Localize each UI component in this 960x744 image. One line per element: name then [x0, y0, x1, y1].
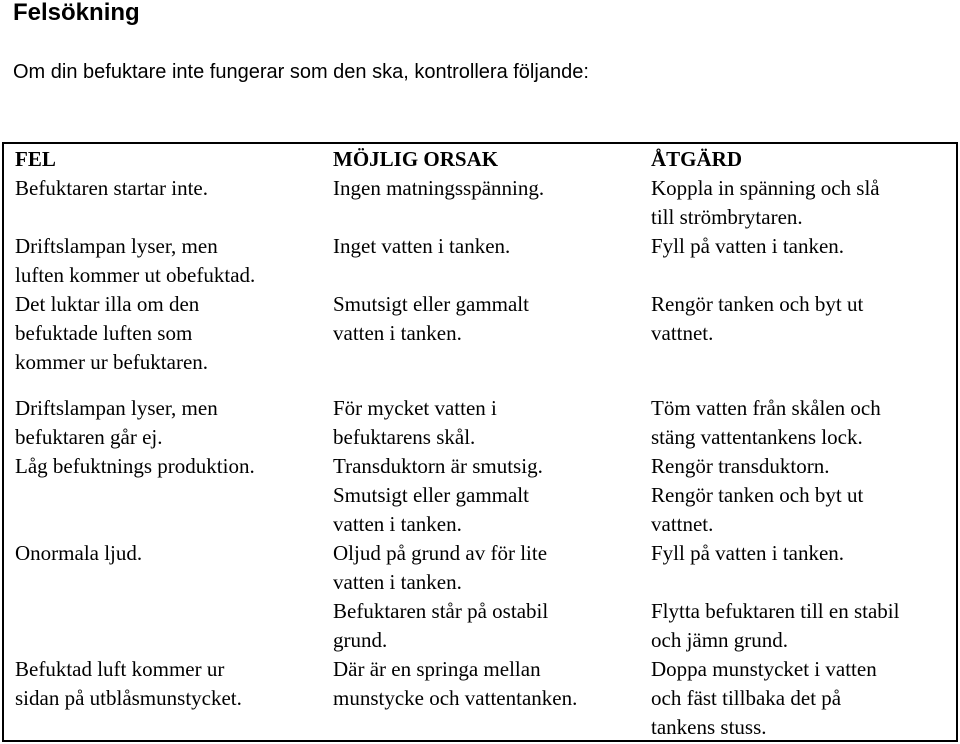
atgard-cell: [651, 290, 863, 348]
cell-line: Flytta befuktaren till en stabil: [651, 599, 900, 623]
cell-line: vattnet.: [651, 321, 714, 345]
cell-line: Rengör transduktorn.: [651, 454, 830, 478]
cell-line: Befuktad luft kommer ur: [15, 657, 225, 681]
cell-line: Fyll på vatten i tanken.: [651, 541, 845, 565]
atgard-cell: [651, 174, 880, 232]
cell-line: till strömbrytaren.: [651, 205, 803, 229]
cell-line: befuktade luften som: [15, 321, 193, 345]
fel-cell: [15, 174, 208, 203]
cell-line: och jämn grund.: [651, 628, 789, 652]
atgard-cell: [651, 481, 863, 539]
cell-line: vattnet.: [651, 512, 714, 536]
cell-line: befuktaren går ej.: [15, 425, 163, 449]
orsak-cell: [333, 655, 577, 713]
header-atgard: ÅTGÄRD: [651, 147, 743, 171]
cell-line: tankens stuss.: [651, 715, 767, 739]
orsak-cell: [333, 452, 543, 481]
cell-line: munstycke och vattentanken.: [333, 686, 578, 710]
cell-line: För mycket vatten i: [333, 396, 497, 420]
cell-line: Onormala ljud.: [15, 541, 143, 565]
cell-line: kommer ur befuktaren.: [15, 350, 209, 374]
cell-line: Driftslampan lyser, men: [15, 396, 218, 420]
orsak-cell: [333, 290, 529, 348]
cell-line: Det luktar illa om den: [15, 292, 200, 316]
atgard-cell: [651, 655, 877, 742]
fel-cell: [15, 290, 208, 377]
page-title: Felsökning: [13, 0, 140, 26]
header-fel: FEL: [15, 147, 56, 171]
cell-line: Smutsigt eller gammalt: [333, 292, 529, 316]
fel-cell: [15, 539, 142, 568]
fel-cell: [15, 394, 218, 452]
header-mojlig-orsak: MÖJLIG ORSAK: [333, 147, 499, 171]
cell-line: befuktarens skål.: [333, 425, 476, 449]
orsak-cell: [333, 174, 544, 203]
cell-line: Fyll på vatten i tanken.: [651, 234, 845, 258]
orsak-cell: [333, 232, 510, 261]
atgard-cell: [651, 232, 844, 261]
cell-line: Befuktaren står på ostabil: [333, 599, 549, 623]
cell-line: vatten i tanken.: [333, 512, 462, 536]
cell-line: Töm vatten från skålen och: [651, 396, 881, 420]
cell-line: Där är en springa mellan: [333, 657, 541, 681]
cell-line: Låg befuktnings produktion.: [15, 454, 255, 478]
fel-cell: [15, 655, 242, 713]
orsak-cell: [333, 394, 497, 452]
intro-text: Om din befuktare inte fungerar som den ska, kontrollera följande:: [13, 61, 589, 83]
cell-line: luften kommer ut obefuktad.: [15, 263, 256, 287]
atgard-cell: [651, 539, 844, 568]
cell-line: Ingen matningsspänning.: [333, 176, 545, 200]
cell-line: vatten i tanken.: [333, 570, 462, 594]
fel-cell: [15, 232, 255, 290]
cell-line: Smutsigt eller gammalt: [333, 483, 529, 507]
orsak-cell: [333, 539, 547, 597]
troubleshooting-table: [2, 142, 958, 742]
atgard-cell: [651, 394, 881, 452]
cell-line: och fäst tillbaka det på: [651, 686, 842, 710]
cell-line: Oljud på grund av för lite: [333, 541, 548, 565]
fel-cell: [15, 452, 255, 481]
orsak-cell: [333, 597, 548, 655]
orsak-cell: [333, 481, 529, 539]
cell-line: Rengör tanken och byt ut: [651, 292, 864, 316]
cell-line: Rengör tanken och byt ut: [651, 483, 864, 507]
cell-line: Befuktaren startar inte.: [15, 176, 208, 200]
atgard-cell: [651, 452, 829, 481]
atgard-cell: [651, 597, 899, 655]
cell-line: sidan på utblåsmunstycket.: [15, 686, 242, 710]
cell-line: Koppla in spänning och slå: [651, 176, 880, 200]
cell-line: vatten i tanken.: [333, 321, 462, 345]
cell-line: grund.: [333, 628, 388, 652]
cell-line: Transduktorn är smutsig.: [333, 454, 543, 478]
cell-line: Doppa munstycket i vatten: [651, 657, 877, 681]
cell-line: Driftslampan lyser, men: [15, 234, 218, 258]
cell-line: Inget vatten i tanken.: [333, 234, 511, 258]
cell-line: stäng vattentankens lock.: [651, 425, 863, 449]
